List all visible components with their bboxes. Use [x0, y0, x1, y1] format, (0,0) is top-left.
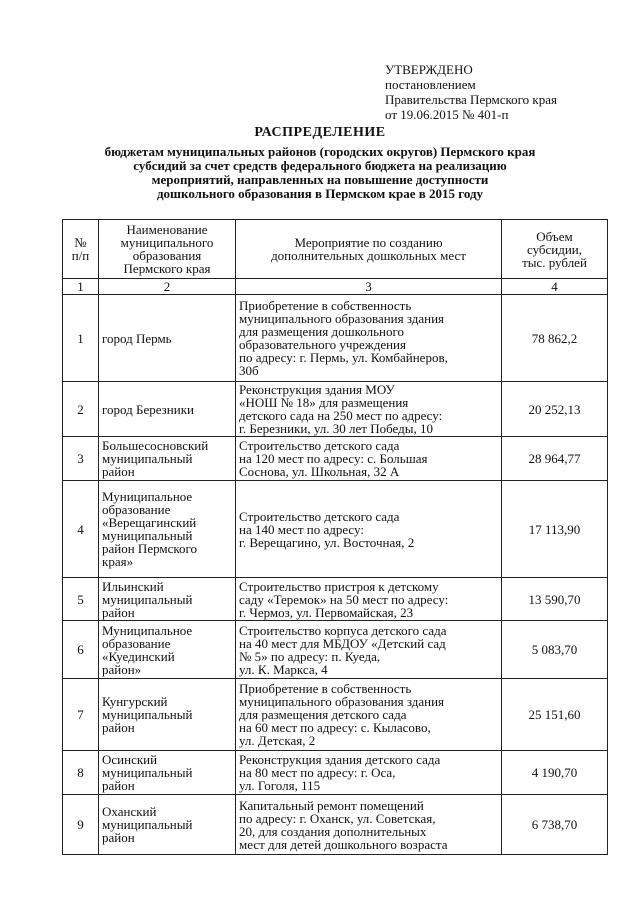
activity-line: детского сада на 250 мест по адресу: — [239, 408, 443, 423]
activity-line: муниципального образования здания — [239, 694, 445, 709]
subtitle-line-2: субсидий за счет средств федерального бюджета на реализацию — [133, 158, 507, 173]
municipality-name-line: муниципальный — [102, 591, 193, 607]
subtitle-line-4: дошкольного образования в Пермском крае в 2015 году — [156, 186, 484, 201]
activity-line: Приобретение в собственность — [239, 681, 412, 696]
activity-line: Строительство детского сада — [239, 508, 400, 524]
table-row — [63, 578, 608, 621]
activity-line: Строительство пристроя к детскому — [239, 578, 439, 594]
activity-line: Строительство корпуса детского сада — [239, 622, 447, 638]
activity-line: Строительство детского сада — [239, 438, 400, 453]
municipality-name-line: район — [102, 720, 135, 735]
activity-line: на 80 мест по адресу: г. Оса, — [239, 765, 396, 780]
column-number: 2 — [99, 279, 236, 295]
approval-line-3: Правительства Пермского края — [385, 92, 557, 107]
row-number: 2 — [63, 382, 99, 437]
approval-line-4: от 19.06.2015 № 401-п — [385, 107, 509, 122]
activity-description — [236, 437, 502, 481]
municipality-name — [99, 578, 236, 621]
activity-line: ул. К. Маркса, 4 — [239, 661, 328, 677]
row-number: 1 — [63, 295, 99, 382]
activity-line: для размещения детского сада — [239, 707, 407, 722]
header-activity: Мероприятие по созданию дополнительных дошкольных мест — [236, 220, 502, 279]
activity-line: на 60 мест по адресу: с. Кыласово, — [239, 720, 431, 735]
municipality-name-line: Оханский — [102, 804, 157, 819]
subsidy-volume: 13 590,70 — [502, 578, 608, 621]
approval-line-2: постановлением — [385, 77, 476, 92]
column-number: 1 — [63, 279, 99, 295]
municipality-name — [99, 382, 236, 437]
municipality-name-line: район Пермского — [102, 541, 198, 556]
municipality-name-line: края» — [102, 554, 134, 569]
activity-line: «НОШ № 18» для размещения — [239, 395, 409, 410]
activity-line: г. Чермоз, ул. Первомайская, 23 — [239, 604, 414, 620]
municipality-name-line: город Пермь — [102, 330, 172, 346]
activity-line: по адресу: г. Оханск, ул. Советская, — [239, 810, 436, 826]
municipality-name — [99, 437, 236, 481]
activity-line: ул. Детская, 2 — [239, 733, 316, 748]
subtitle-line-1: бюджетам муниципальных районов (городских округов) Пермского края — [104, 144, 536, 159]
municipality-name — [99, 621, 236, 679]
column-number: 3 — [236, 279, 502, 295]
municipality-name — [99, 679, 236, 751]
activity-line: № 5» по адресу: п. Куеда, — [239, 648, 381, 664]
municipality-name-line: муниципальный — [102, 817, 193, 832]
activity-line: 20, для создания дополнительных — [239, 823, 427, 839]
header-municipality: Наименование муниципального образования Пермского края — [99, 220, 236, 279]
activity-line: Приобретение в собственность — [239, 298, 412, 313]
activity-line: саду «Теремок» на 50 мест по адресу: — [239, 591, 449, 607]
activity-description — [236, 481, 502, 578]
header-volume: Объем субсидии, тыс. рублей — [502, 220, 608, 279]
row-number: 3 — [63, 437, 99, 481]
activity-description — [236, 382, 502, 437]
activity-line: по адресу: г. Пермь, ул. Комбайнеров, — [239, 350, 448, 365]
activity-line: Капитальный ремонт помещений — [239, 797, 424, 813]
municipality-name-line: «Куединский — [102, 648, 175, 664]
activity-line: Реконструкция здания детского сада — [239, 752, 441, 767]
activity-line: мест для детей дошкольного возраста — [239, 836, 448, 852]
row-number: 9 — [63, 795, 99, 855]
subsidy-volume: 5 083,70 — [502, 621, 608, 679]
activity-line: для размещения дошкольного — [239, 324, 404, 339]
municipality-name-line: муниципальный — [102, 707, 193, 722]
subsidy-volume: 25 151,60 — [502, 679, 608, 751]
municipality-name-line: Муниципальное — [102, 622, 193, 638]
table-row — [63, 295, 608, 382]
activity-description — [236, 679, 502, 751]
document-title: РАСПРЕДЕЛЕНИЕ — [254, 125, 386, 140]
row-number: 7 — [63, 679, 99, 751]
activity-line: г. Березники, ул. 30 лет Победы, 10 — [239, 421, 433, 436]
municipality-name-line: Ильинский — [102, 578, 164, 594]
row-number: 6 — [63, 621, 99, 679]
activity-line: на 120 мест по адресу: с. Большая — [239, 451, 428, 466]
activity-line: г. Верещагино, ул. Восточная, 2 — [239, 534, 415, 550]
table-row — [63, 751, 608, 795]
activity-description — [236, 795, 502, 855]
table-header-row — [63, 220, 608, 279]
activity-description — [236, 751, 502, 795]
municipality-name-line: образование — [102, 635, 171, 651]
row-number: 4 — [63, 481, 99, 578]
municipality-name-line: Большесосновский — [102, 438, 209, 453]
municipality-name-line: район — [102, 830, 135, 845]
municipality-name-line: Муниципальное — [102, 489, 193, 504]
approval-line-1: УТВЕРЖДЕНО — [385, 62, 473, 77]
municipality-name — [99, 295, 236, 382]
header-number: № п/п — [63, 220, 99, 279]
approval-stamp — [385, 62, 557, 122]
activity-line: Соснова, ул. Школьная, 32 А — [239, 464, 400, 479]
subsidy-volume: 20 252,13 — [502, 382, 608, 437]
subsidy-volume: 17 113,90 — [502, 481, 608, 578]
document-subtitle — [70, 145, 570, 201]
municipality-name-line: район» — [102, 661, 142, 677]
municipality-name-line: Осинский — [102, 752, 158, 767]
activity-line: Реконструкция здания МОУ — [239, 382, 395, 397]
activity-line: образовательного учреждения — [239, 337, 406, 352]
column-number-row — [63, 279, 608, 295]
municipality-name — [99, 795, 236, 855]
municipality-name — [99, 481, 236, 578]
subsidy-volume: 6 738,70 — [502, 795, 608, 855]
table-body — [63, 295, 608, 855]
municipality-name-line: муниципальный — [102, 451, 193, 466]
table-row — [63, 679, 608, 751]
municipality-name-line: Кунгурский — [102, 694, 168, 709]
subtitle-line-3: мероприятий, направленных на повышение доступности — [151, 172, 489, 187]
municipality-name — [99, 751, 236, 795]
subsidy-volume: 28 964,77 — [502, 437, 608, 481]
municipality-name-line: район — [102, 464, 135, 479]
activity-description — [236, 621, 502, 679]
activity-line: на 40 мест для МБДОУ «Детский сад — [239, 635, 446, 651]
municipality-name-line: «Верещагинский — [102, 515, 197, 530]
row-number: 8 — [63, 751, 99, 795]
activity-line: муниципального образования здания — [239, 311, 445, 326]
activity-line: на 140 мест по адресу: — [239, 521, 364, 537]
table-row — [63, 481, 608, 578]
table-row — [63, 437, 608, 481]
table-row — [63, 382, 608, 437]
activity-description — [236, 578, 502, 621]
activity-line: 30б — [239, 363, 259, 378]
distribution-table — [62, 219, 608, 855]
municipality-name-line: город Березники — [102, 401, 194, 417]
municipality-name-line: муниципальный — [102, 765, 193, 780]
row-number: 5 — [63, 578, 99, 621]
subsidy-volume: 4 190,70 — [502, 751, 608, 795]
municipality-name-line: муниципальный — [102, 528, 193, 543]
municipality-name-line: район — [102, 604, 135, 620]
column-number: 4 — [502, 279, 608, 295]
table-row — [63, 621, 608, 679]
municipality-name-line: район — [102, 778, 135, 793]
subsidy-volume: 78 862,2 — [502, 295, 608, 382]
activity-description — [236, 295, 502, 382]
table-row — [63, 795, 608, 855]
activity-line: ул. Гоголя, 115 — [239, 778, 321, 793]
municipality-name-line: образование — [102, 502, 171, 517]
